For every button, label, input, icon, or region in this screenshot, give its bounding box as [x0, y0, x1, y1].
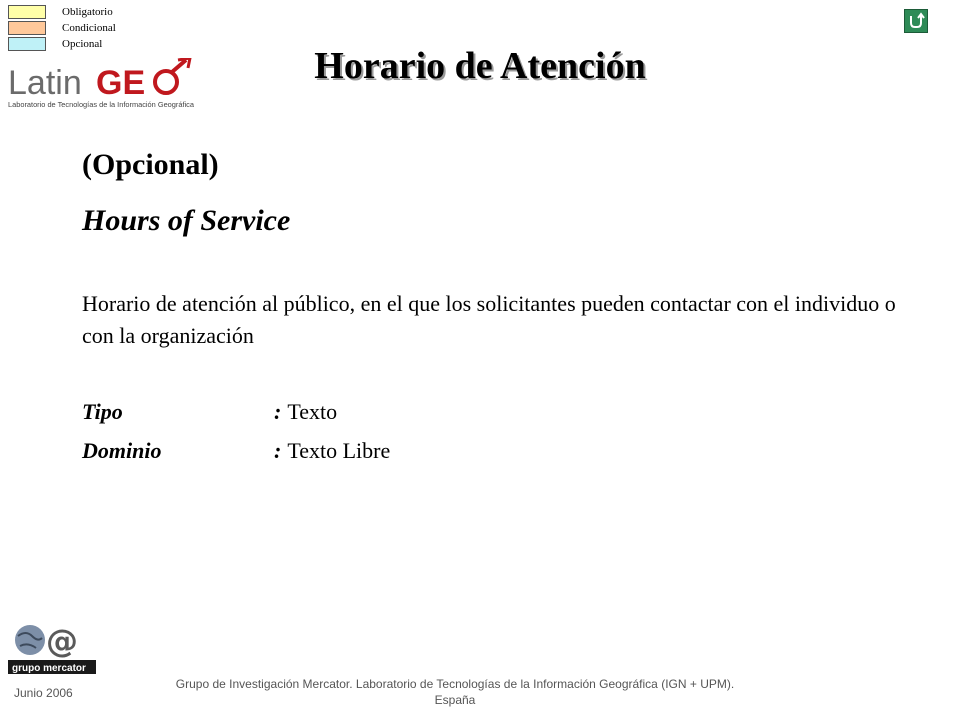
grupo-mercator-logo [8, 622, 96, 676]
legend-row-obligatorio [8, 4, 116, 20]
footer-credits [130, 676, 780, 708]
legend-label-obligatorio: Obligatorio [62, 6, 113, 18]
field-label-dominio: Dominio [82, 438, 162, 463]
logo-subtitle-text: Laboratorio de Tecnologías de la Información Geográfica [8, 100, 194, 109]
return-button[interactable] [904, 9, 928, 33]
field-row-tipo [82, 399, 337, 425]
footer-date: Junio 2006 [14, 686, 73, 700]
legend-row-condicional [8, 20, 116, 36]
field-label-tipo: Tipo [82, 399, 123, 424]
swatch-condicional [8, 21, 46, 35]
field-value-tipo: Texto [287, 399, 338, 424]
field-colon-tipo: : [274, 399, 282, 424]
mercator-logo-text: grupo mercator [12, 663, 86, 674]
category-heading: (Opcional) [82, 148, 219, 181]
field-value-dominio: Texto Libre [287, 438, 391, 463]
footer-credits-line1: Grupo de Investigación Mercator. Laboratorio de Tecnologías de la Información Geográfica (IGN + UPM). [175, 677, 735, 691]
return-arrow-icon [907, 12, 925, 30]
footer-credits-line2: España [434, 693, 476, 707]
legend-label-condicional: Condicional [62, 22, 116, 34]
english-name-heading: Hours of Service [82, 204, 291, 237]
at-sign-icon: @ [46, 622, 78, 660]
field-colon-dominio: : [274, 438, 282, 463]
logo-latin-text: Latin [8, 64, 82, 102]
field-row-dominio [82, 438, 390, 464]
logo-geo-text: GE [96, 64, 146, 102]
legend-label-opcional: Opcional [62, 38, 103, 50]
page-title: Horario de Atención [314, 45, 646, 87]
description-text: Horario de atención al público, en el que los solicitantes pueden contactar con el individuo o con la organización [82, 291, 896, 348]
swatch-obligatorio [8, 5, 46, 19]
